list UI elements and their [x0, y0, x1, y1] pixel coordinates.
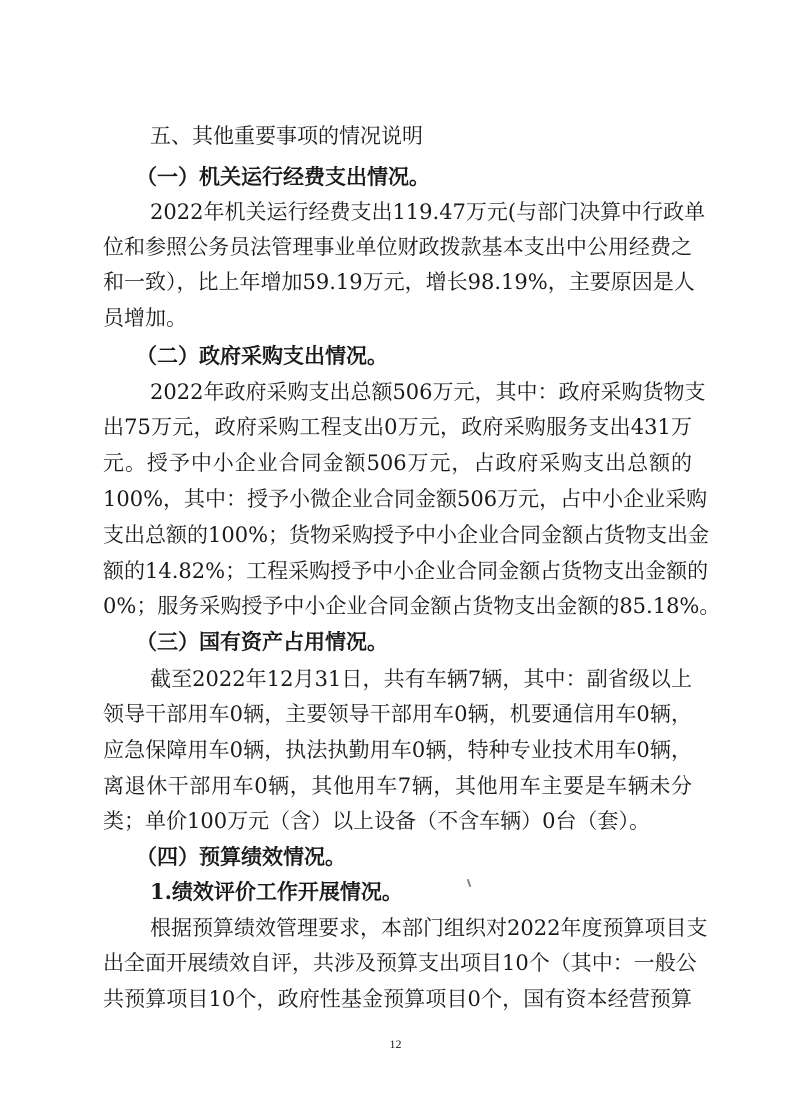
subsection-3-title: （三）国有资产占用情况。 — [136, 629, 388, 654]
paragraph-line: 2022年政府采购支出总额506万元，其中：政府采购货物支 — [150, 380, 706, 404]
subsection-1-title: （一）机关运行经费支出情况。 — [136, 164, 430, 189]
paragraph-line: 和一致），比上年增加59.19万元，增长98.19%，主要原因是人 — [103, 270, 695, 294]
subsection-4-item-1-title: 1.绩效评价工作开展情况。 — [150, 879, 403, 904]
paragraph-line: 共预算项目10个，政府性基金预算项目0个，国有资本经营预算 — [103, 987, 692, 1011]
paragraph-line: 出全面开展绩效自评，共涉及预算支出项目10个（其中：一般公 — [103, 951, 697, 975]
paragraph-line: 根据预算绩效管理要求，本部门组织对2022年度预算项目支 — [150, 916, 708, 940]
subsection-4-title: （四）预算绩效情况。 — [136, 844, 346, 869]
paragraph-line: 元。授予中小企业合同金额506万元，占政府采购支出总额的 — [103, 451, 692, 475]
paragraph-line: 类；单价100万元（含）以上设备（不含车辆）0台（套）。 — [103, 809, 650, 833]
paragraph-line: 出75万元，政府采购工程支出0万元，政府采购服务支出431万 — [103, 415, 692, 439]
subsection-2-title: （二）政府采购支出情况。 — [136, 343, 388, 368]
paragraph-line: 位和参照公务员法管理事业单位财政拨款基本支出中公用经费之 — [103, 235, 692, 259]
paragraph-line: 员增加。 — [103, 306, 187, 330]
paragraph-line: 领导干部用车0辆，主要领导干部用车0辆，机要通信用车0辆， — [103, 702, 692, 726]
page-number: 12 — [389, 1037, 402, 1051]
section-title: 五、其他重要事项的情况说明 — [150, 124, 423, 148]
paragraph-line: 截至2022年12月31日，共有车辆7辆，其中：副省级以上 — [150, 667, 692, 691]
paragraph-line: 100%，其中：授予小微企业合同金额506万元，占中小企业采购 — [103, 487, 708, 511]
paragraph-line: 支出总额的100%；货物采购授予中小企业合同金额占货物支出金 — [103, 523, 710, 547]
paragraph-line: 2022年机关运行经费支出119.47万元(与部门决算中行政单 — [150, 200, 706, 224]
paragraph-line: 额的14.82%；工程采购授予中小企业合同金额占货物支出金额的 — [103, 559, 709, 583]
scan-speck — [467, 879, 472, 887]
paragraph-line: 离退休干部用车0辆，其他用车7辆，其他用车主要是车辆未分 — [103, 774, 692, 798]
paragraph-line: 0%；服务采购授予中小企业合同金额占货物支出金额的85.18%。 — [103, 594, 721, 618]
paragraph-line: 应急保障用车0辆，执法执勤用车0辆，特种专业技术用车0辆， — [103, 738, 692, 762]
